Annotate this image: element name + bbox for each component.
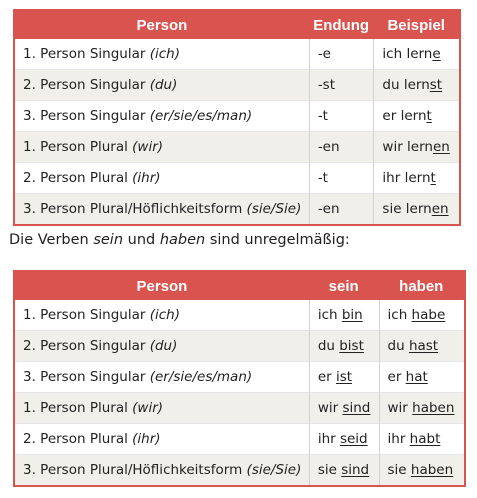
irregular-verbs-sentence: Die Verben sein und haben sind unregelmäßig: [9, 232, 350, 248]
example-cell: ich lerne [373, 39, 459, 69]
table-row [15, 131, 459, 162]
underlined-ending: t [430, 170, 436, 186]
pronoun: (er/sie/es/man) [149, 369, 253, 385]
sein-cell: er ist [309, 361, 379, 392]
table-row [15, 454, 464, 485]
example-cell: wir lernen [373, 131, 459, 162]
sein-form: sind [341, 462, 370, 478]
sein-form: bist [339, 338, 364, 354]
sein-form: sind [342, 400, 371, 416]
haben-cell: du hast [379, 330, 464, 361]
person-cell: 3. Person Singular (er/sie/es/man) [15, 100, 309, 131]
header-ending: Endung [309, 11, 374, 39]
sein-form: seid [339, 431, 368, 447]
person-cell: 2. Person Singular (du) [15, 69, 309, 100]
table-row [15, 39, 459, 69]
person-cell: 3. Person Plural/Höflichkeitsform (sie/Sie) [15, 193, 309, 224]
haben-form: habe [411, 307, 446, 323]
sein-cell: ich bin [309, 300, 379, 330]
table-row [15, 69, 459, 100]
pronoun: (ich) [149, 46, 180, 62]
pronoun: (ihr) [132, 431, 161, 447]
pronoun: (sie/Sie) [246, 201, 302, 217]
irregular-verbs-table [13, 270, 466, 487]
underlined-ending: t [426, 108, 432, 124]
verb-sein: sein [93, 232, 124, 248]
sein-form: bin [341, 307, 363, 323]
haben-cell: ich habe [379, 300, 464, 330]
ending-cell: -t [309, 100, 374, 131]
haben-form: hat [405, 369, 428, 385]
table-row [15, 193, 459, 224]
haben-form: haben [412, 400, 455, 416]
example-cell: ihr lernt [373, 162, 459, 193]
pronoun: (er/sie/es/man) [149, 108, 253, 124]
sein-cell: du bist [309, 330, 379, 361]
person-cell: 1. Person Plural (wir) [15, 392, 309, 423]
person-cell: 3. Person Plural/Höflichkeitsform (sie/Sie) [15, 454, 309, 485]
ending-cell: -en [309, 131, 374, 162]
table-row [15, 300, 464, 330]
example-cell: sie lernen [373, 193, 459, 224]
ending-cell: -st [309, 69, 374, 100]
header-person: Person [15, 272, 309, 300]
example-cell: du lernst [373, 69, 459, 100]
person-cell: 2. Person Plural (ihr) [15, 423, 309, 454]
underlined-ending: st [429, 77, 443, 93]
example-cell: er lernt [373, 100, 459, 131]
header-sein: sein [309, 272, 379, 300]
person-cell: 1. Person Singular (ich) [15, 300, 309, 330]
table-header-row [15, 272, 464, 300]
underlined-ending: en [431, 201, 449, 217]
haben-cell: ihr habt [379, 423, 464, 454]
pronoun: (wir) [132, 139, 164, 155]
pronoun: (wir) [132, 400, 164, 416]
sein-cell: ihr seid [309, 423, 379, 454]
pronoun: (sie/Sie) [246, 462, 302, 478]
haben-form: habt [409, 431, 441, 447]
underlined-ending: en [432, 139, 450, 155]
table-row [15, 330, 464, 361]
person-cell: 2. Person Singular (du) [15, 330, 309, 361]
verb-haben: haben [159, 232, 206, 248]
person-cell: 1. Person Plural (wir) [15, 131, 309, 162]
ending-cell: -t [309, 162, 374, 193]
haben-cell: wir haben [379, 392, 464, 423]
sein-cell: wir sind [309, 392, 379, 423]
person-cell: 1. Person Singular (ich) [15, 39, 309, 69]
pronoun: (du) [149, 77, 178, 93]
ending-cell: -en [309, 193, 374, 224]
table-row [15, 361, 464, 392]
header-example: Beispiel [373, 11, 459, 39]
haben-cell: er hat [379, 361, 464, 392]
table-row [15, 392, 464, 423]
pronoun: (ihr) [132, 170, 161, 186]
table-row [15, 100, 459, 131]
haben-form: hast [408, 338, 439, 354]
header-haben: haben [379, 272, 464, 300]
sein-cell: sie sind [309, 454, 379, 485]
person-cell: 2. Person Plural (ihr) [15, 162, 309, 193]
header-person: Person [15, 11, 309, 39]
haben-form: haben [410, 462, 454, 478]
table-row [15, 162, 459, 193]
ending-cell: -e [309, 39, 374, 69]
person-cell: 3. Person Singular (er/sie/es/man) [15, 361, 309, 392]
conjugation-table [13, 9, 461, 226]
underlined-ending: e [432, 46, 441, 62]
sein-form: ist [335, 369, 353, 385]
pronoun: (ich) [149, 307, 180, 323]
pronoun: (du) [149, 338, 178, 354]
table-row [15, 423, 464, 454]
haben-cell: sie haben [379, 454, 464, 485]
table-header-row [15, 11, 459, 39]
